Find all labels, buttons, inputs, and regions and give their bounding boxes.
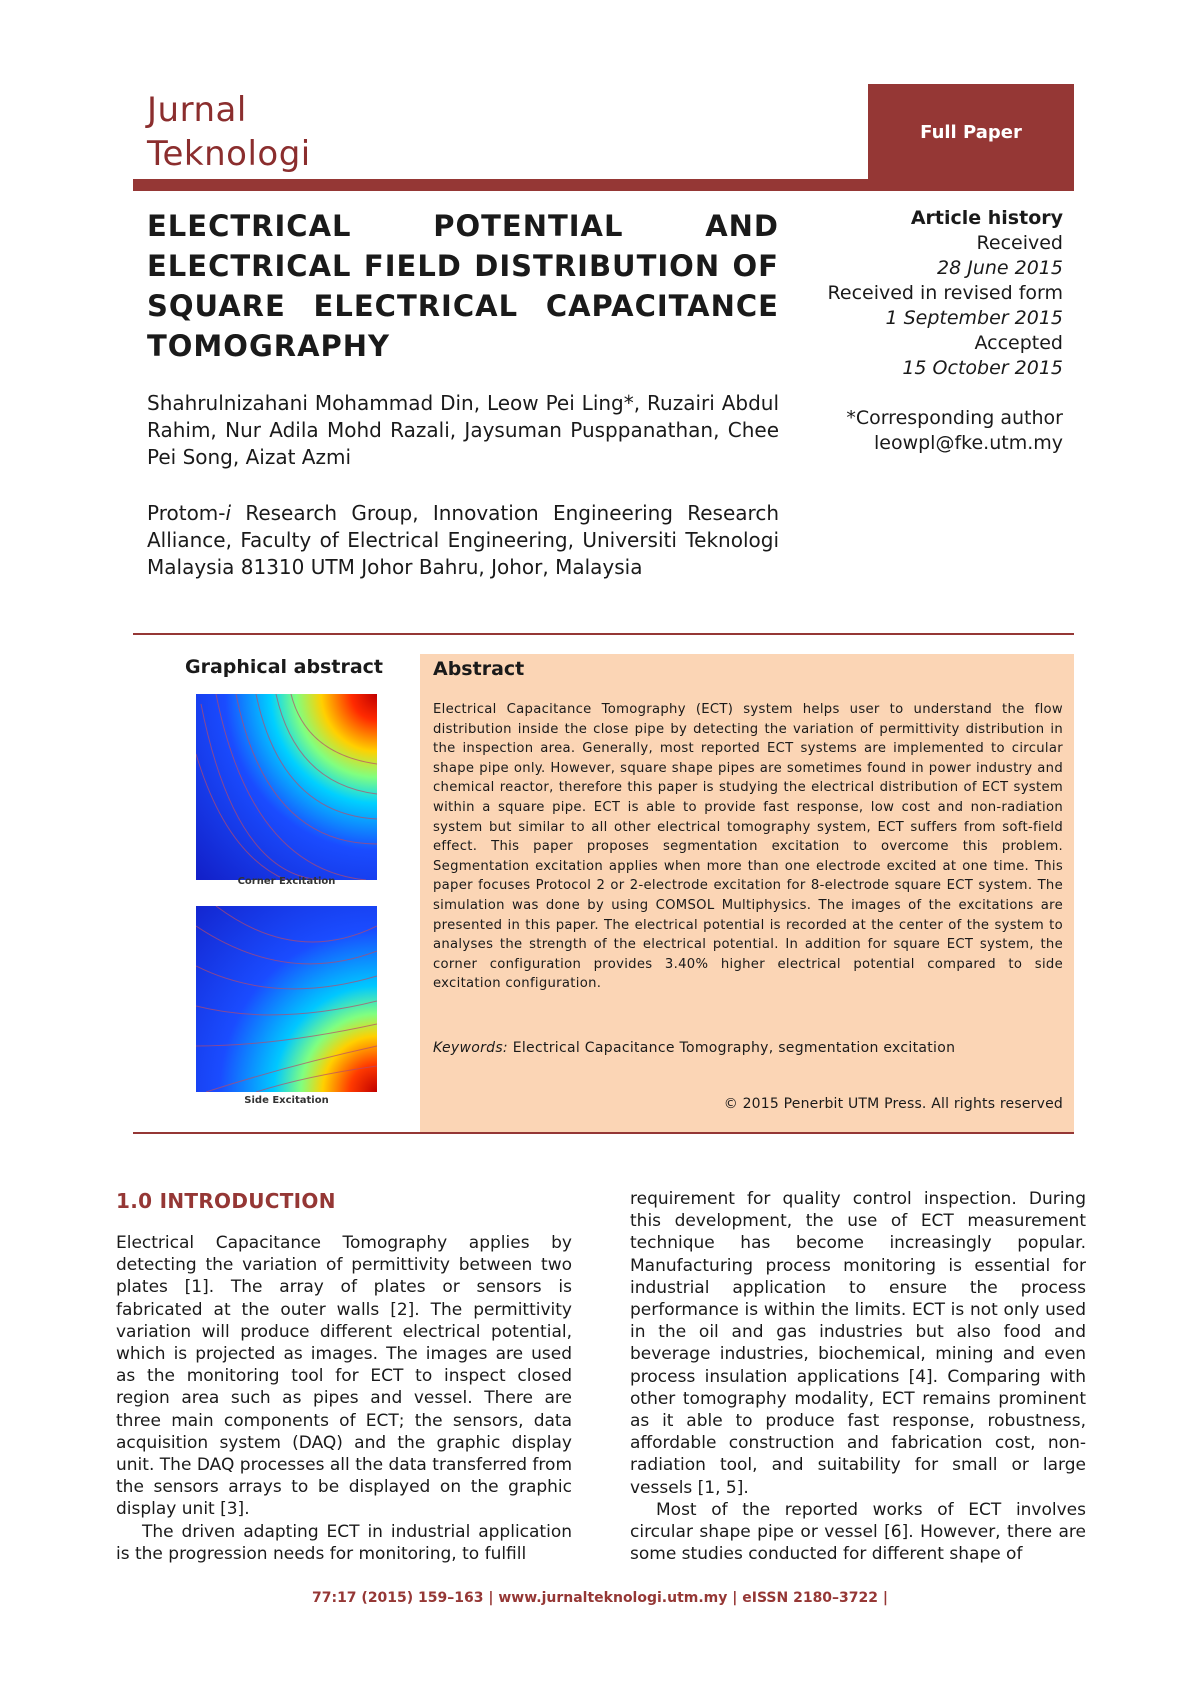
intro-paragraph-4: Most of the reported works of ECT involves circular shape pipe or vessel [6]. However, there are some studies conducted for different shape of [630,1499,1086,1565]
abstract-text: Electrical Capacitance Tomography (ECT) system helps user to understand the flow distribution inside the close pipe by detecting the variation of permittivity distribution in the inspection area. Generally, most reported ECT systems are implemented to circular shape pipe only. However, square shape pipes are sometimes found in power industry and chemical reactor, therefore this paper is studying the electrical distribution of ECT system within a square pipe. ECT is able to provide fast response, low cost and non-radiation system but similar to all other electrical tomography system, ECT suffers from soft-field effect. This paper proposes segmentation excitation to overcome this problem. Segmentation excitation applies when more than one electrode excited at one time. This paper focuses Protocol 2 or 2-electrode excitation for 8-electrode square ECT system. The simulation was done by using COMSOL Multiphysics. The images of the excitations are presented in this paper. The electrical potential is recorded at the center of the system to analyses the strength of the electrical potential. In addition for square ECT system, the corner configuration provides 3.40% higher electrical potential compared to side excitation configuration. [433,702,1063,992]
corresponding-author [846,406,1063,456]
section-rule-top [133,633,1074,635]
affiliation-italic: i [225,501,232,525]
received-date: 28 June 2015 [937,257,1063,279]
affiliation-rest: Research Group, Innovation Engineering Research Alliance, Faculty of Electrical Engineering, Universiti Teknologi Malaysia 81310 UTM Johor Bahru, Johor, Malaysia [147,501,779,579]
abstract-heading: Abstract [433,658,525,680]
intro-paragraph-2: The driven adapting ECT in industrial application is the progression needs for monitoring, to fulfill [116,1521,572,1564]
intro-paragraph-3: requirement for quality control inspection. During this development, the use of ECT measurement technique has become increasingly popular. Manufacturing process monitoring is essential for industrial application to ensure the process performance is within the limits. ECT is not only used in the oil and gas industries but also food and beverage industries, biochemical, mining and even process insulation applications [4]. Comparing with other tomography modality, ECT remains prominent as it able to produce fast response, robustness, affordable construction and fabrication cost, non-radiation tool, and suitability for small or large vessels [1, 5]. [630,1189,1086,1498]
paper-type-label: Full Paper [920,122,1022,143]
article-title: ELECTRICAL POTENTIAL AND ELECTRICAL FIELD DISTRIBUTION OF SQUARE ELECTRICAL CAPACITANCE TOMOGRAPHY [147,209,779,363]
corner-excitation-figure [196,694,377,880]
corresponding-label: *Corresponding author [846,407,1063,429]
author-list: Shahrulnizahani Mohammad Din, Leow Pei Ling*, Ruzairi Abdul Rahim, Nur Adila Mohd Razali, Jaysuman Pusppanathan, Chee Pei Song, Aizat Azmi [147,391,779,469]
keywords-text: Electrical Capacitance Tomography, segmentation excitation [507,1040,956,1056]
body-column-left [116,1232,572,1565]
keywords [433,1040,1063,1056]
graphical-abstract-heading: Graphical abstract [185,656,383,678]
body-column-right [630,1188,1086,1565]
intro-paragraph-1: Electrical Capacitance Tomography applies by detecting the variation of permittivity between two plates [1]. The array of plates or sensors is fabricated at the outer walls [2]. The permittivity variation will produce different electrical potential, which is projected as images. The images are used as the monitoring tool for ECT to inspect closed region area such as pipes and vessel. There are three main components of ECT; the sensors, data acquisition system (DAQ) and the graphic display unit. The DAQ processes all the data transferred from the sensors arrays to be displayed on the graphic display unit [3]. [116,1233,572,1520]
header-rule [133,179,1074,191]
received-label: Received [976,232,1063,254]
abstract-box [420,654,1074,1132]
journal-name-line1: Jurnal [147,90,247,130]
revised-date: 1 September 2015 [885,307,1063,329]
paper-type-box [868,84,1074,179]
side-excitation-figure [196,906,377,1092]
corner-excitation-caption: Corner Excitation [237,876,336,887]
introduction-heading: 1.0 INTRODUCTION [116,1189,336,1213]
accepted-label: Accepted [974,332,1063,354]
article-history [828,206,1063,381]
section-rule-bottom [133,1132,1074,1134]
history-heading: Article history [910,207,1063,229]
journal-name-line2: Teknologi [147,134,311,174]
affiliation-prefix: Protom- [147,501,226,525]
corresponding-email[interactable]: leowpl@fke.utm.my [873,432,1063,454]
keywords-label: Keywords: [433,1040,508,1056]
affiliation [147,500,779,581]
accepted-date: 15 October 2015 [902,357,1063,379]
revised-label: Received in revised form [827,282,1063,304]
footer-citation: 77:17 (2015) 159–163 | www.jurnalteknologi.utm.my | eISSN 2180–3722 | [311,1590,889,1606]
copyright-notice: © 2015 Penerbit UTM Press. All rights reserved [723,1096,1063,1112]
journal-name [147,88,311,176]
side-excitation-caption: Side Excitation [244,1095,329,1106]
